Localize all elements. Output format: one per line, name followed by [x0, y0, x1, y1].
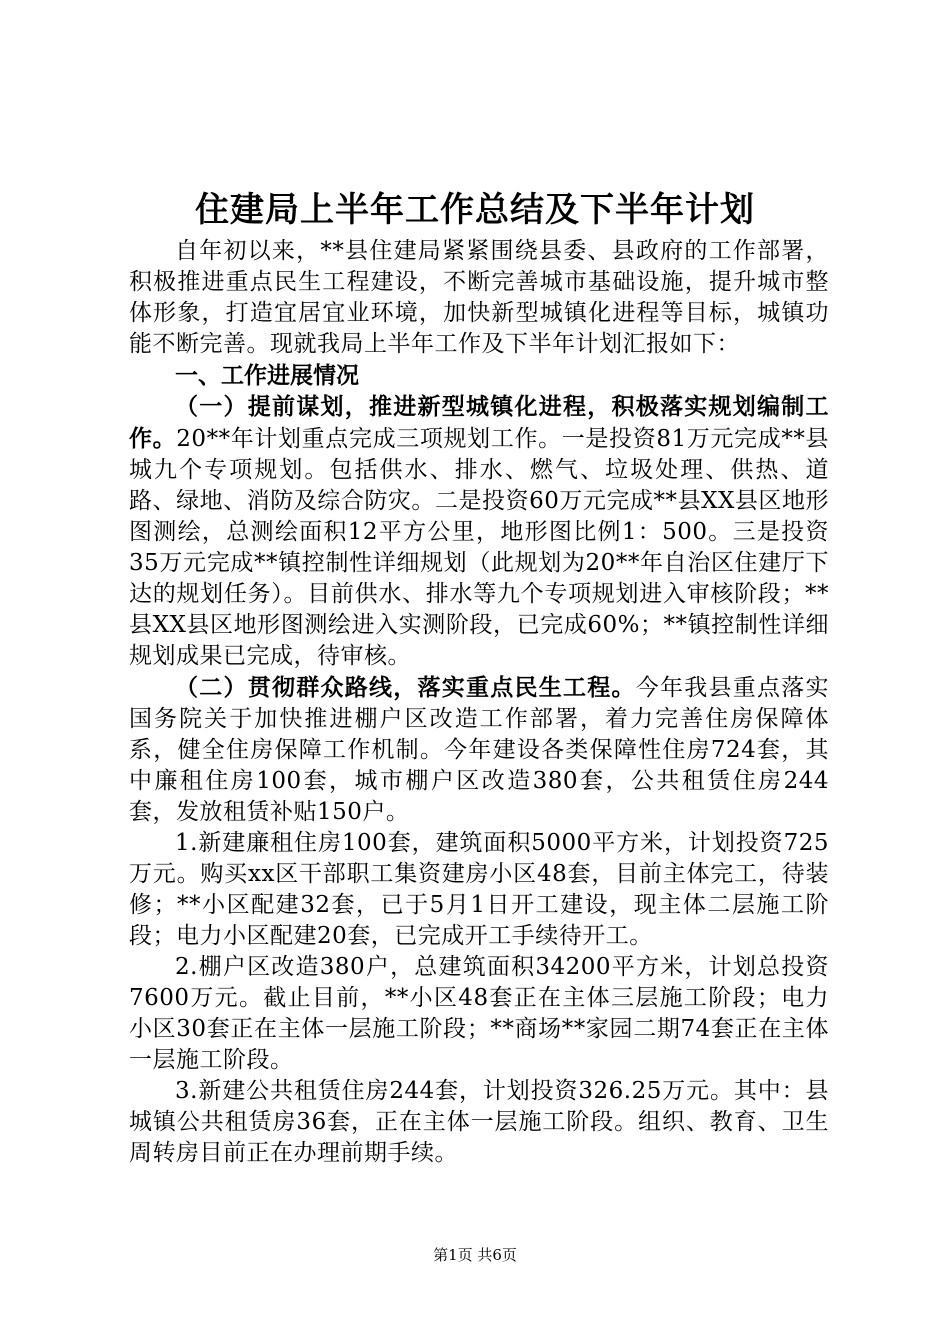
page-footer: 第1页 共6页: [433, 1246, 517, 1264]
sub-item-2-paragraph: 2.棚户区改造380户，总建筑面积34200平方米，计划总投资7600万元。截止目前，**小区48套正在主体三层施工阶段；电力小区30套正在主体一层施工阶段；**商场**家园二期74套正在主体一层施工阶段。: [129, 954, 829, 1073]
item-2-text: 今年我县重点落实国务院关于加快推进棚户区改造工作部署，着力完善住房保障体系，健全住房保障工作机制。今年建设各类保障性住房724套，其中廉租住房100套，城市棚户区改造380套，公共租赁住房244套，发放租赁补贴150户。: [129, 675, 829, 825]
section-heading: 一、工作进展情况: [175, 362, 359, 389]
sub-item-1-paragraph: 1.新建廉租住房100套，建筑面积5000平方米，计划投资725万元。购买xx区干部职工集资建房小区48套，目前主体完工，待装修；**小区配建32套，已于5月1日开工建设，现主体二层施工阶段；电力小区配建20套，已完成开工手续待开工。: [129, 830, 829, 949]
sub-item-3-paragraph: 3.新建公共租赁住房244套，计划投资326.25万元。其中：县城镇公共租赁房36套，正在主体一层施工阶段。组织、教育、卫生周转房目前正在办理前期手续。: [129, 1078, 829, 1166]
intro-paragraph: 自年初以来，**县住建局紧紧围绕县委、县政府的工作部署，积极推进重点民生工程建设，不断完善城市基础设施，提升城市整体形象，打造宜居宜业环境，加快新型城镇化进程等目标，城镇功能不断完善。现就我局上半年工作及下半年计划汇报如下：: [129, 238, 829, 357]
item-1-paragraph: [129, 391, 829, 672]
document-body: [129, 236, 829, 1169]
item-2-lead: （二）贯彻群众路线，落实重点民生工程。: [175, 674, 636, 701]
document-title: 住建局上半年工作总结及下半年计划: [195, 190, 755, 230]
item-2-paragraph: [129, 672, 829, 828]
item-1-text: 20**年计划重点完成三项规划工作。一是投资81万元完成**县城九个专项规划。包括供水、排水、燃气、垃圾处理、供热、道路、绿地、消防及综合防灾。二是投资60万元完成**县XX县区地形图测绘，总测绘面积12平方公里，地形图比例1：500。三是投资35万元完成**镇控制性详细规划（此规划为20**年自治区住建厅下达的规划任务）。目前供水、排水等九个专项规划进入审核阶段；**县XX县区地形图测绘进入实测阶段，已完成60%；**镇控制性详细规划成果已完成，待审核。: [129, 426, 829, 669]
item-1-lead: （一）提前谋划，推进新型城镇化进程，积极落实规划编制工作。: [129, 393, 829, 452]
